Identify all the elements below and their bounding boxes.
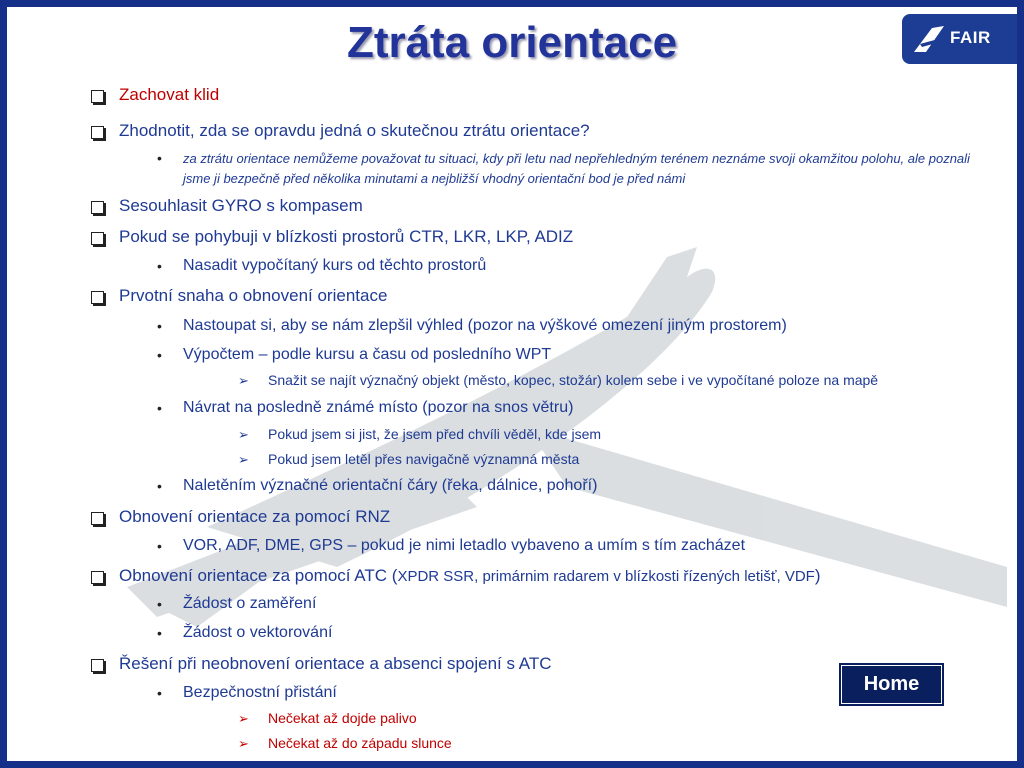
checkbox-bullet-icon [91, 291, 104, 304]
dot-bullet-icon: • [157, 400, 162, 416]
list-item [119, 121, 590, 141]
list-item-text: Naletěním význačné orientační čáry (řeka, dálnice, pohoří) [183, 477, 598, 494]
list-item [183, 595, 316, 613]
list-item [183, 317, 787, 335]
list-item [119, 85, 219, 105]
list-item-text: Žádost o vektorování [183, 624, 333, 641]
list-item [183, 624, 332, 642]
list-item [183, 346, 551, 364]
list-item [268, 372, 878, 388]
list-item-text: Nečekat až dojde palivo [268, 710, 417, 726]
dot-bullet-icon: • [157, 318, 162, 334]
checkbox-bullet-icon [91, 126, 104, 139]
arrow-bullet-icon: ➢ [238, 427, 249, 442]
list-item-text: Pokud jsem si jist, že jsem před chvíli věděl, kde jsem [268, 426, 602, 442]
list-item [183, 537, 745, 555]
list-item [268, 426, 601, 442]
dot-bullet-icon: • [157, 478, 162, 494]
dot-bullet-icon: • [157, 538, 162, 554]
list-item [119, 196, 363, 216]
list-item [119, 654, 552, 674]
dot-bullet-icon: • [157, 596, 162, 612]
list-item-text: VOR, ADF, DME, GPS – pokud je nimi letadlo vybaveno a umím s tím zacházet [183, 537, 746, 554]
arrow-bullet-icon: ➢ [238, 711, 249, 726]
list-item [119, 566, 821, 586]
dot-bullet-icon: • [157, 150, 162, 166]
arrow-bullet-icon: ➢ [238, 452, 249, 467]
list-item-text: Nastoupat si, aby se nám zlepšil výhled (pozor na výškové omezení jiným prostorem) [183, 317, 787, 334]
list-item [183, 684, 337, 702]
list-item [119, 507, 390, 527]
list-item [183, 399, 573, 417]
list-item-text: Prvotní snaha o obnovení orientace [119, 286, 388, 305]
dot-bullet-icon: • [157, 258, 162, 274]
list-item-text: Žádost o zaměření [183, 595, 317, 612]
list-item-text: Výpočtem – podle kursu a času od posledního WPT [183, 346, 552, 363]
list-item [268, 735, 452, 751]
list-item-text: Zhodnotit, zda se opravdu jedná o skutečnou ztrátu orientace? [119, 121, 590, 140]
list-item-text: Nasadit vypočítaný kurs od těchto prostorů [183, 257, 487, 274]
list-item [119, 227, 573, 247]
list-item [183, 149, 993, 189]
list-item-text: Pokud jsem letěl přes navigačně významná města [268, 451, 580, 467]
home-button[interactable]: Home [841, 665, 942, 704]
list-item-suffix: ) [814, 566, 821, 585]
arrow-bullet-icon: ➢ [238, 373, 249, 388]
checkbox-bullet-icon [91, 571, 104, 584]
list-item-text: Bezpečnostní přistání [183, 684, 337, 701]
list-item-text: Pokud se pohybuji v blízkosti prostorů CTR, LKR, LKP, ADIZ [119, 227, 574, 246]
dot-bullet-icon: • [157, 685, 162, 701]
list-item [183, 477, 597, 495]
checkbox-bullet-icon [91, 90, 104, 103]
list-item-text: Obnovení orientace za pomocí RNZ [119, 507, 391, 526]
list-item-text: za ztrátu orientace nemůžeme považovat tu situaci, kdy při letu nad nepřehledným terénem neznáme svoji okamžitou polohu, ale poznali jsme ji bezpečně před několika minutami a nejbližší vhodný orientační bod je před námi [183, 151, 970, 186]
arrow-bullet-icon: ➢ [238, 736, 249, 751]
checkbox-bullet-icon [91, 512, 104, 525]
logo-text: FAIR [950, 28, 991, 47]
list-item-text: Obnovení orientace za pomocí ATC ( [119, 566, 398, 585]
list-item-text: Řešení při neobnovení orientace a absenci spojení s ATC [119, 654, 552, 673]
dot-bullet-icon: • [157, 625, 162, 641]
list-item [268, 451, 579, 467]
checkbox-bullet-icon [91, 201, 104, 214]
list-item [183, 257, 486, 275]
list-item-text: Nečekat až do západu slunce [268, 735, 452, 751]
list-item-text: Návrat na posledně známé místo (pozor na snos větru) [183, 399, 574, 416]
list-item-detail: XPDR SSR, primárnim radarem v blízkosti řízených letišť, VDF [397, 568, 815, 585]
dot-bullet-icon: • [157, 347, 162, 363]
list-item [119, 286, 387, 306]
list-item-text: Zachovat klid [119, 85, 220, 104]
list-item-text: Snažit se najít význačný objekt (město, kopec, stožár) kolem sebe i ve vypočítané poloze na mapě [268, 372, 879, 388]
checkbox-bullet-icon [91, 232, 104, 245]
slide-title: Ztráta orientace [346, 18, 678, 67]
list-item-text: Sesouhlasit GYRO s kompasem [119, 196, 363, 215]
list-item [268, 710, 417, 726]
checkbox-bullet-icon [91, 659, 104, 672]
